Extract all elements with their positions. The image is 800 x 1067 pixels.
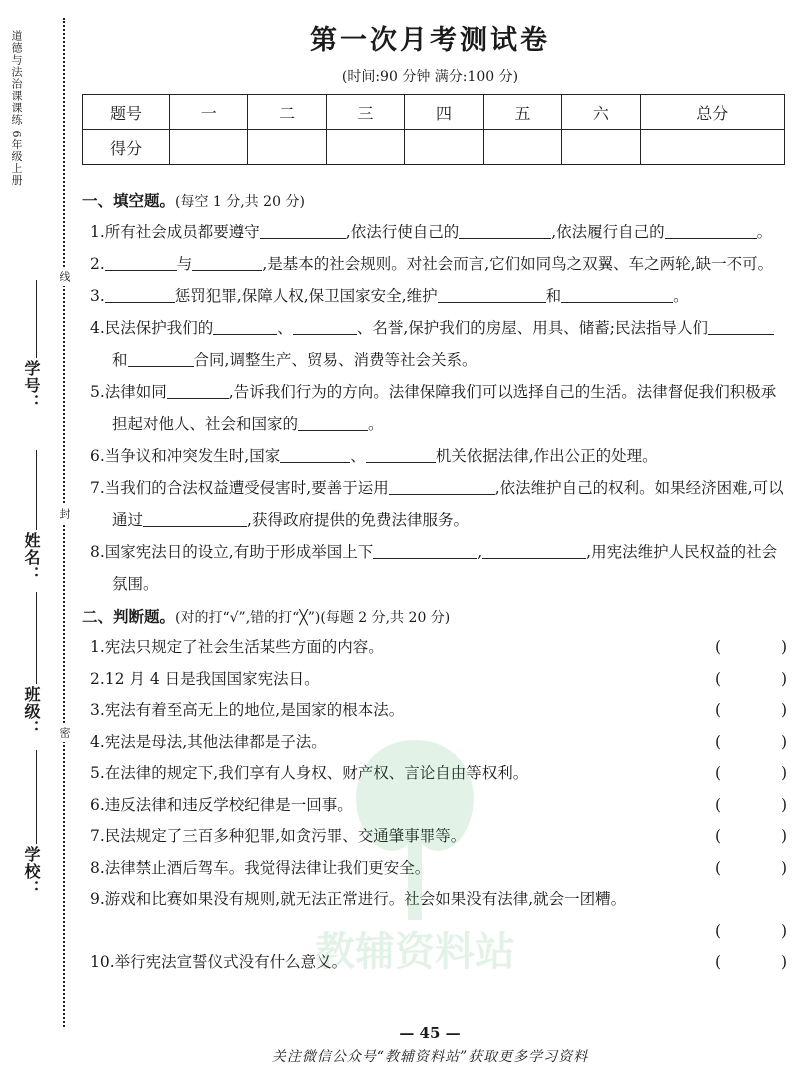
question-text: ,依法行使自己的 [345, 223, 460, 241]
answer-blank[interactable] [438, 284, 546, 303]
answer-blank[interactable] [459, 220, 551, 239]
answer-blank[interactable] [143, 508, 247, 527]
answer-blank[interactable] [373, 540, 477, 559]
answer-parentheses[interactable] [715, 695, 787, 727]
answer-blank[interactable] [280, 444, 350, 463]
question-text: 1.宪法只规定了社会生活某些方面的内容。 [90, 638, 384, 656]
question-text: 8.国家宪法日的设立,有助于形成举国上下 [90, 543, 374, 561]
score-input-cell[interactable] [248, 130, 326, 165]
paren-close: ) [780, 795, 787, 814]
paren-open: ( [715, 953, 722, 971]
fill-question-6 [82, 440, 787, 472]
name-label: 姓名： [22, 532, 41, 583]
paren-open: ( [715, 795, 722, 814]
score-cell: 一 [170, 95, 248, 130]
answer-parentheses[interactable] [715, 664, 787, 696]
class-field[interactable] [36, 592, 37, 684]
question-text: ,依法维护自己的权利。如果经济困难,可以通过 [112, 479, 784, 529]
question-text: 1.所有社会成员都要遵守 [90, 223, 260, 241]
paren-close: ) [780, 669, 787, 688]
paren-close: ) [780, 921, 787, 940]
question-text: ,获得政府提供的免费法律服务。 [247, 511, 469, 529]
score-cell: 题号 [83, 95, 170, 130]
paren-close: ) [780, 953, 787, 971]
question-text: ,是基本的社会规则。对社会而言,它们如同鸟之双翼、车之两轮,缺一不可。 [262, 255, 774, 273]
question-text: 、 [277, 319, 293, 337]
fill-question-2 [82, 248, 787, 280]
section-note: (每空 1 分,共 20 分) [175, 194, 305, 210]
score-input-cell[interactable] [562, 130, 640, 165]
question-text: 和 [545, 287, 562, 305]
fill-question-4 [82, 312, 787, 376]
question-text: 4.民法保护我们的 [90, 319, 214, 337]
score-table-score-row [83, 130, 785, 165]
question-text: 8.法律禁止酒后驾车。我觉得法律让我们更安全。 [90, 858, 431, 877]
answer-blank[interactable] [482, 540, 586, 559]
question-text: 7.当我们的合法权益遭受侵害时,要善于运用 [90, 479, 389, 497]
answer-parentheses[interactable] [715, 632, 787, 664]
answer-blank[interactable] [213, 316, 277, 335]
question-text: ,用宪法维护人民权益的社会氛围。 [112, 543, 778, 593]
class-label: 班级： [22, 686, 41, 737]
question-text: 和 [112, 351, 128, 369]
answer-blank[interactable] [293, 316, 357, 335]
cut-mark-feng: 封 [56, 505, 72, 523]
question-text: 10.举行宪法宣誓仪式没有什么意义。 [90, 953, 348, 971]
binding-margin [0, 0, 80, 1067]
watermark-text: 教辅资料站 [315, 929, 515, 975]
answer-parentheses[interactable] [715, 790, 787, 822]
answer-blank[interactable] [366, 444, 436, 463]
score-input-cell[interactable] [326, 130, 404, 165]
paren-open: ( [715, 701, 722, 719]
answer-parentheses[interactable] [715, 758, 787, 790]
score-input-cell[interactable] [640, 130, 784, 165]
answer-parentheses[interactable] [715, 821, 787, 853]
paren-close: ) [780, 732, 787, 751]
question-text: 6.违反法律和违反学校纪律是一回事。 [90, 795, 353, 814]
judge-question [82, 664, 787, 696]
score-cell: 三 [326, 95, 404, 130]
answer-blank[interactable] [298, 412, 368, 431]
question-text: 9.游戏和比赛如果没有规则,就无法正常进行。社会如果没有法律,就会一团糟。 [90, 890, 627, 908]
paren-open: ( [715, 669, 722, 688]
section-title: 二、判断题。 [82, 607, 176, 626]
score-input-cell[interactable] [483, 130, 561, 165]
section-heading-fill [82, 186, 787, 216]
fill-question-3 [82, 280, 787, 312]
question-text: 3.宪法有着至高无上的地位,是国家的根本法。 [90, 701, 405, 719]
answer-blank[interactable] [665, 220, 757, 239]
question-text: 7.民法规定了三百多种犯罪,如贪污罪、交通肇事罪等。 [90, 827, 467, 845]
question-text: 机关依据法律,作出公正的处理。 [435, 447, 658, 465]
question-text: , [477, 543, 483, 561]
answer-blank[interactable] [105, 252, 177, 271]
question-text: 3. [90, 287, 105, 305]
question-text: ,告诉我们行为的方向。法律保障我们可以选择自己的生活。法律督促我们积极承担起对他人、社会和国家的 [112, 383, 777, 433]
student-number-label: 学号： [22, 360, 41, 411]
question-text: 2.12 月 4 日是我国国家宪法日。 [90, 669, 320, 688]
page-title: 第一次月考测试卷 [310, 25, 550, 56]
fill-question-8 [82, 536, 787, 600]
answer-blank[interactable] [167, 380, 229, 399]
answer-parentheses[interactable] [715, 853, 787, 885]
judge-question [82, 632, 787, 664]
paren-open: ( [715, 764, 722, 782]
student-number-field[interactable] [36, 280, 37, 358]
series-label: 道德与法治课课练 6年级上册 [10, 30, 23, 187]
fill-question-1 [82, 216, 787, 248]
exam-info: (时间:90 分钟 满分:100 分) [341, 69, 519, 85]
fill-question-5 [82, 376, 787, 440]
page-number: — 45 — [399, 1024, 461, 1042]
answer-blank[interactable] [561, 284, 673, 303]
score-input-cell[interactable] [405, 130, 483, 165]
answer-blank[interactable] [708, 316, 774, 335]
paren-open: ( [715, 827, 722, 845]
school-label: 学校： [22, 846, 41, 897]
answer-parentheses[interactable] [715, 916, 787, 948]
score-input-cell[interactable] [170, 130, 248, 165]
cut-mark-mi: 密 [56, 724, 72, 742]
paren-close: ) [780, 638, 787, 656]
question-text: 、 [350, 447, 366, 465]
answer-blank[interactable] [389, 476, 495, 495]
paren-close: ) [780, 701, 787, 719]
paren-close: ) [780, 764, 787, 782]
score-row-label: 得分 [83, 130, 170, 165]
question-text: 惩罚犯罪,保障人权,保卫国家安全,维护 [174, 287, 438, 305]
score-table-header-row [83, 95, 785, 130]
score-cell: 六 [562, 95, 640, 130]
fill-question-7 [82, 472, 787, 536]
answer-parentheses[interactable] [715, 727, 787, 759]
question-text: 2. [90, 255, 105, 273]
answer-blank[interactable] [105, 284, 175, 303]
question-text: ,依法履行自己的 [551, 223, 665, 241]
question-text: 。 [368, 415, 384, 433]
score-cell: 总分 [640, 95, 784, 130]
paren-open: ( [715, 732, 722, 751]
score-cell: 四 [405, 95, 483, 130]
question-text: 、名誉,保护我们的房屋、用具、储蓄;民法指导人们 [356, 319, 708, 337]
question-text: 5.在法律的规定下,我们享有人身权、财产权、言论自由等权利。 [90, 764, 529, 782]
cut-mark-xian: 线 [56, 268, 72, 286]
name-field[interactable] [36, 450, 37, 530]
question-text: 与 [176, 255, 193, 273]
paren-close: ) [780, 827, 787, 845]
question-text: 4.宪法是母法,其他法律都是子法。 [90, 732, 327, 751]
answer-blank[interactable] [260, 220, 346, 239]
paren-close: ) [780, 858, 787, 877]
paren-open: ( [715, 858, 722, 877]
score-cell: 二 [248, 95, 326, 130]
footer-note: 关注微信公众号“教辅资料站”获取更多学习资料 [271, 1049, 589, 1065]
answer-blank[interactable] [192, 252, 262, 271]
question-text: 合同,调整生产、贸易、消费等社会关系。 [193, 351, 478, 369]
paren-open: ( [715, 921, 722, 940]
question-text: 。 [673, 287, 689, 305]
score-table [82, 94, 785, 165]
school-field[interactable] [36, 750, 37, 844]
question-text: 6.当争议和冲突发生时,国家 [90, 447, 281, 465]
answer-blank[interactable] [128, 348, 194, 367]
question-text: 。 [756, 223, 773, 241]
section-note: (对的打“√”,错的打“╳”)(每题 2 分,共 20 分) [175, 610, 451, 626]
question-text: 5.法律如同 [90, 383, 167, 401]
section-heading-judge [82, 602, 787, 632]
section-title: 一、填空题。 [82, 191, 176, 210]
score-cell: 五 [483, 95, 561, 130]
watermark-logo-icon [300, 720, 530, 980]
paren-open: ( [715, 638, 722, 656]
answer-parentheses[interactable] [715, 947, 787, 979]
